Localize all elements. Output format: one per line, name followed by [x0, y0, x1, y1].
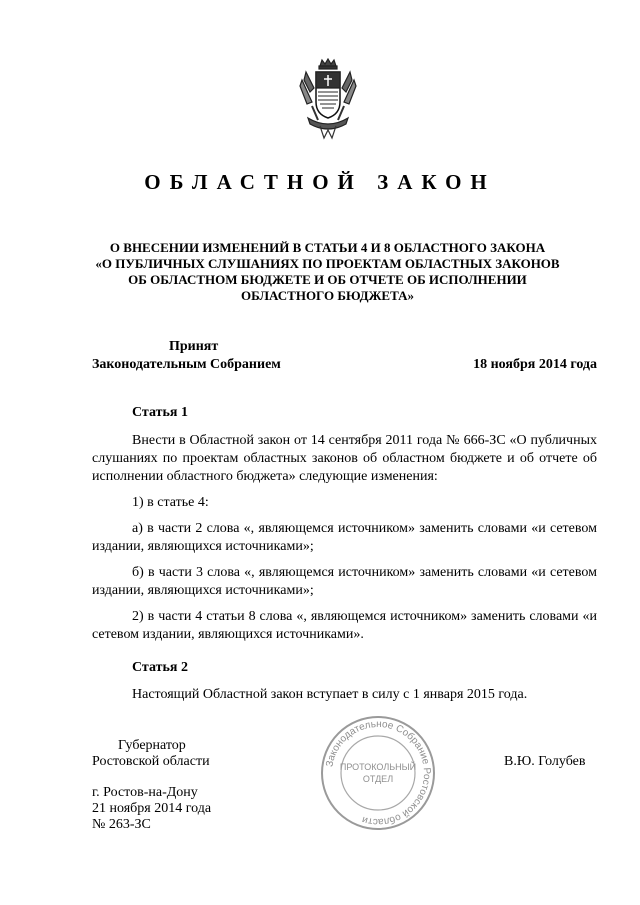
issue-date: 21 ноября 2014 года	[92, 801, 212, 816]
article-1-heading	[92, 404, 597, 422]
article-1-item-1	[92, 494, 597, 512]
article-1-item-1b	[92, 564, 597, 600]
paragraph: б) в части 3 слова «, являющемся источником» заменить словами «и сетевом издании, являющихся источниками»;	[92, 565, 597, 598]
article-heading: Статья 1	[132, 405, 188, 420]
article-2-text	[92, 686, 597, 704]
stamp-ring-text: Законодательное Собрание Ростовской области	[324, 718, 433, 828]
adopted-date: 18 ноября 2014 года	[473, 357, 597, 372]
official-stamp-icon	[318, 713, 438, 833]
document-title: ОБЛАСТНОЙ ЗАКОН	[144, 170, 496, 194]
paragraph: Настоящий Областной закон вступает в силу с 1 января 2015 года.	[132, 687, 528, 702]
subtitle-line: ОБ ОБЛАСТНОМ БЮДЖЕТЕ И ОБ ОТЧЕТЕ ОБ ИСПОЛНЕНИИ	[128, 272, 527, 287]
article-heading: Статья 2	[132, 660, 188, 675]
adopted-label: Принят	[169, 339, 219, 354]
coat-of-arms-icon	[298, 58, 358, 140]
issue-place: г. Ростов-на-Дону	[92, 785, 198, 800]
stamp-center-line-1: ПРОТОКОЛЬНЫЙ	[339, 762, 417, 772]
article-1-intro	[92, 432, 597, 486]
adopted-by: Законодательным Собранием	[92, 357, 281, 372]
subtitle-line: «О ПУБЛИЧНЫХ СЛУШАНИЯХ ПО ПРОЕКТАМ ОБЛАСТНЫХ ЗАКОНОВ	[95, 256, 560, 271]
paragraph: 2) в части 4 статьи 8 слова «, являющемся источником» заменить словами «и сетевом издании, являющихся источниками».	[92, 609, 597, 642]
article-1-item-2	[92, 608, 597, 644]
paragraph: 1) в статье 4:	[132, 495, 209, 510]
position-line: Ростовской области	[92, 754, 210, 769]
adoption-block	[92, 338, 597, 374]
law-number: № 263-ЗС	[92, 817, 151, 832]
signatory-name: В.Ю. Голубев	[504, 754, 586, 769]
position-line: Губернатор	[118, 738, 186, 753]
paragraph: а) в части 2 слова «, являющемся источником» заменить словами «и сетевом издании, являющихся источниками»;	[92, 521, 597, 554]
subtitle-line: О ВНЕСЕНИИ ИЗМЕНЕНИЙ В СТАТЬИ 4 И 8 ОБЛАСТНОГО ЗАКОНА	[109, 240, 546, 255]
subtitle-line: ОБЛАСТНОГО БЮДЖЕТА»	[240, 288, 415, 303]
issue-details	[92, 785, 211, 833]
paragraph: Внести в Областной закон от 14 сентября 2011 года № 666-ЗС «О публичных слушаниях по проектам областных законов об областном бюджете и об отчете об исполнении областного бюджета» следующие изменения:	[92, 433, 597, 484]
stamp-center-line-2: ОТДЕЛ	[362, 774, 394, 784]
article-2-heading	[92, 659, 597, 677]
signatory-position	[92, 738, 210, 770]
article-1-item-1a	[92, 520, 597, 556]
law-subtitle	[70, 240, 585, 304]
